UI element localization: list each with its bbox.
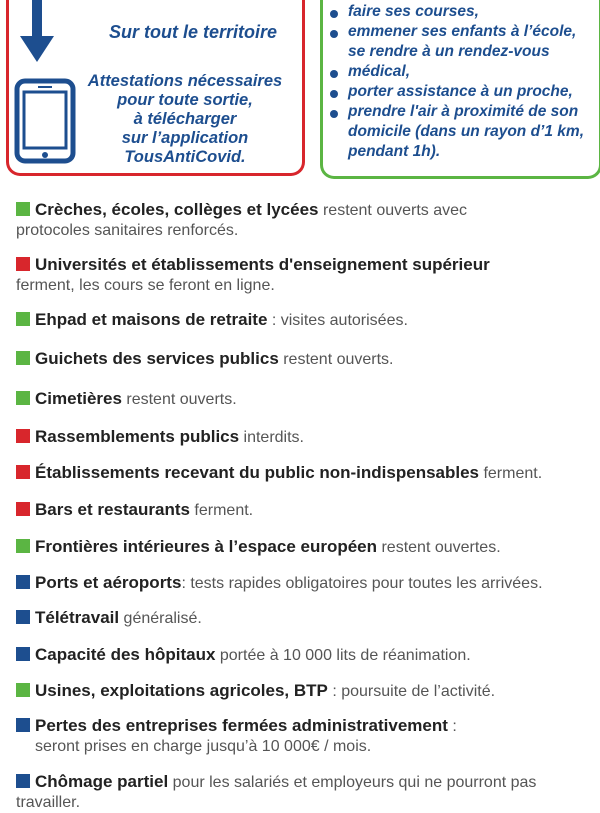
measure-title: Frontières intérieures à l’espace européen	[35, 537, 378, 556]
measure-detail: restent ouverts.	[278, 351, 394, 368]
attestation-line: sur l’application	[121, 129, 249, 147]
measure-detail: protocoles sanitaires renforcés.	[16, 222, 239, 239]
status-square-icon	[16, 575, 30, 589]
measure-title: Pertes des entreprises fermées administrativement	[35, 716, 448, 735]
measure-detail: ferment.	[479, 465, 543, 482]
bullet-icon	[330, 30, 338, 38]
measure-detail: :	[447, 718, 457, 735]
list-item	[330, 142, 598, 162]
attestation-text	[76, 72, 294, 167]
list-item	[330, 42, 598, 62]
list-item-text: se rendre à un rendez-vous	[348, 43, 550, 60]
measure-detail: ferment.	[189, 502, 254, 519]
status-square-icon	[16, 202, 30, 216]
measure-detail: restent ouverts avec	[318, 202, 468, 219]
measure-title: Capacité des hôpitaux	[35, 645, 216, 664]
measure-detail: restent ouverts.	[121, 391, 237, 408]
measure-item	[16, 200, 594, 241]
measure-item	[16, 716, 594, 757]
measure-detail: généralisé.	[119, 610, 202, 627]
measure-detail: seront prises en charge jusqu’à 10 000€ / mois.	[35, 738, 372, 755]
list-item-text: domicile (dans un rayon d’1 km,	[348, 123, 584, 140]
bullet-icon	[330, 110, 338, 118]
measure-detail: restent ouvertes.	[377, 539, 501, 556]
list-item-text: faire ses courses,	[348, 3, 479, 20]
list-item	[330, 62, 598, 82]
measure-detail: : visites autorisées.	[267, 312, 408, 329]
status-square-icon	[16, 774, 30, 788]
list-item-text: emmener ses enfants à l’école,	[348, 23, 577, 40]
status-square-icon	[16, 718, 30, 732]
measure-title: Chômage partiel	[35, 772, 169, 791]
status-square-icon	[16, 539, 30, 553]
status-square-icon	[16, 683, 30, 697]
measure-item	[16, 537, 594, 558]
measure-item	[16, 681, 594, 702]
measure-detail: travailler.	[16, 794, 81, 811]
measure-item	[16, 310, 594, 331]
status-square-icon	[16, 610, 30, 624]
measure-item	[16, 573, 594, 594]
list-item-text: prendre l'air à proximité de son	[348, 103, 579, 120]
measure-item	[16, 255, 594, 296]
measure-detail: interdits.	[239, 429, 304, 446]
list-item	[330, 102, 598, 122]
measure-item	[16, 349, 594, 370]
attestation-line: TousAntiCovid.	[124, 148, 246, 166]
list-item-text: pendant 1h).	[348, 143, 441, 160]
status-square-icon	[16, 647, 30, 661]
measure-item	[16, 500, 594, 521]
smartphone-icon	[14, 78, 76, 164]
measure-title: Ports et aéroports	[35, 573, 182, 592]
measure-title: Télétravail	[35, 608, 120, 627]
bullet-icon	[330, 10, 338, 18]
measure-title: Crèches, écoles, collèges et lycées	[35, 200, 319, 219]
status-square-icon	[16, 351, 30, 365]
measure-title: Établissements recevant du public non-indispensables	[35, 463, 480, 482]
bullet-icon	[330, 70, 338, 78]
status-square-icon	[16, 465, 30, 479]
status-square-icon	[16, 312, 30, 326]
measure-item	[16, 772, 594, 813]
measure-item	[16, 427, 594, 448]
measure-detail: portée à 10 000 lits de réanimation.	[215, 647, 471, 664]
list-item-text: porter assistance à un proche,	[348, 83, 573, 100]
attestation-line: pour toute sortie,	[117, 91, 253, 109]
bullet-icon	[330, 90, 338, 98]
measure-item	[16, 463, 594, 484]
down-arrow-icon	[20, 0, 54, 64]
measure-detail: : poursuite de l’activité.	[327, 683, 496, 700]
status-square-icon	[16, 257, 30, 271]
measure-detail: pour les salariés et employeurs qui ne pourront pas	[168, 774, 537, 791]
attestation-line: à télécharger	[133, 110, 237, 128]
list-item	[330, 122, 598, 142]
measure-title: Guichets des services publics	[35, 349, 279, 368]
measure-detail: ferment, les cours se feront en ligne.	[16, 277, 275, 294]
measure-title: Usines, exploitations agricoles, BTP	[35, 681, 328, 700]
status-square-icon	[16, 429, 30, 443]
territory-title: Sur tout le territoire	[108, 22, 278, 42]
list-item	[330, 22, 598, 42]
measure-title: Ehpad et maisons de retraite	[35, 310, 268, 329]
list-item	[330, 82, 598, 102]
measure-item	[16, 608, 594, 629]
status-square-icon	[16, 502, 30, 516]
measure-title: Rassemblements publics	[35, 427, 240, 446]
measure-item	[16, 389, 594, 410]
attestation-line: Attestations nécessaires	[87, 72, 283, 90]
measure-detail: : tests rapides obligatoires pour toutes les arrivées.	[181, 575, 543, 592]
measure-title: Bars et restaurants	[35, 500, 190, 519]
list-item	[330, 2, 598, 22]
measure-item	[16, 645, 594, 666]
allowed-outings-list	[330, 2, 598, 162]
measure-title: Cimetières	[35, 389, 122, 408]
list-item-text: médical,	[348, 63, 411, 80]
status-square-icon	[16, 391, 30, 405]
measure-title: Universités et établissements d'enseignement supérieur	[35, 255, 490, 274]
